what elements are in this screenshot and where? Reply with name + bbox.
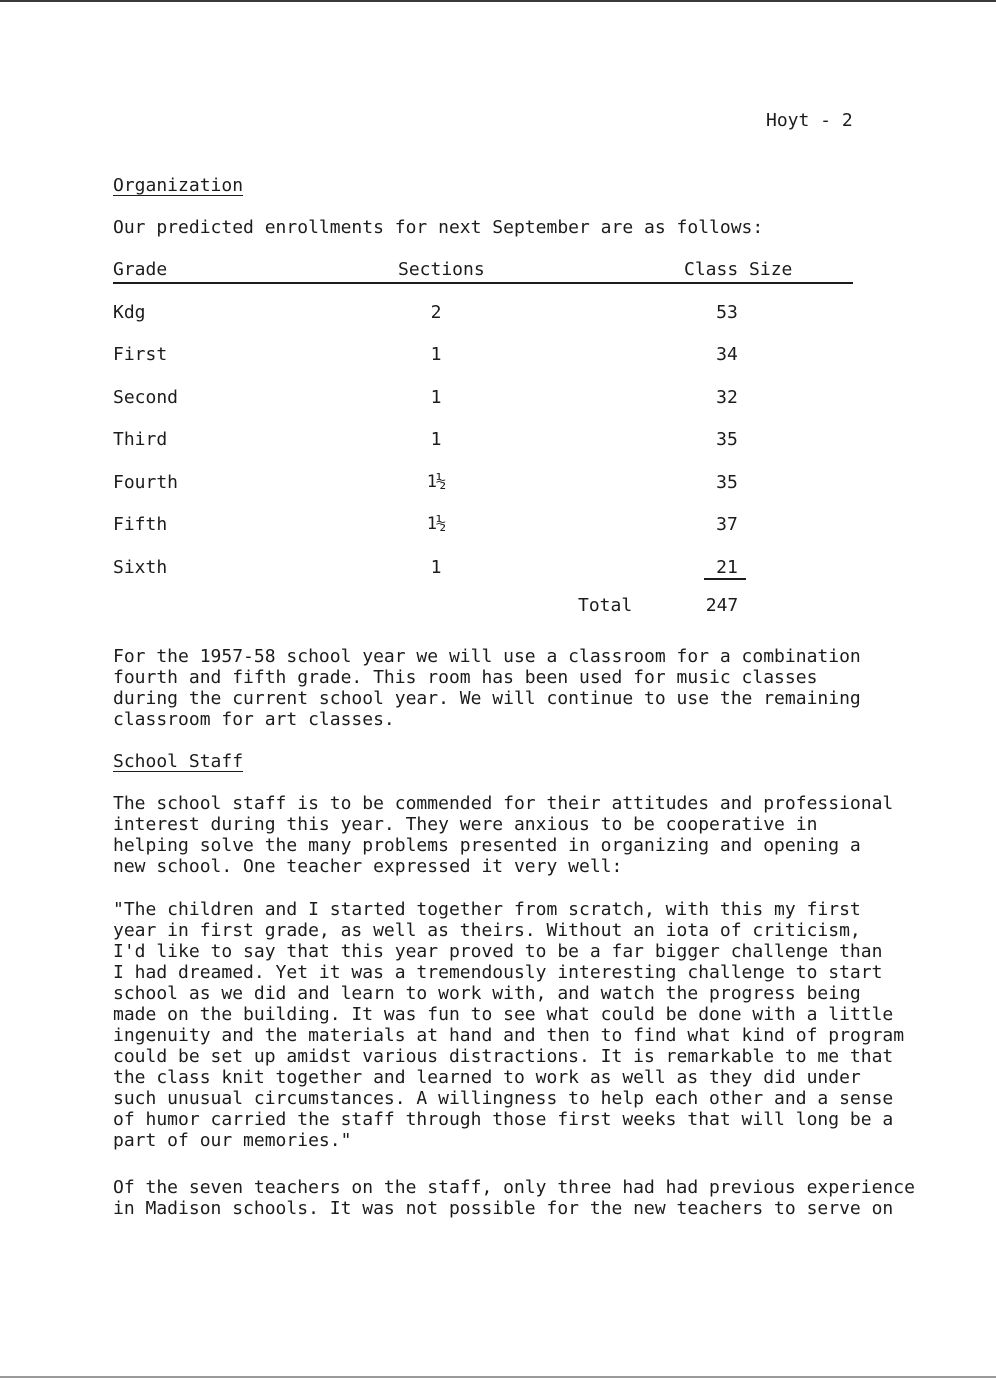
total-label: Total — [578, 595, 633, 616]
class-size-cell: 35 — [716, 472, 738, 493]
teacher-quote-line: part of our memories." — [113, 1130, 352, 1151]
organization-paragraph-line: fourth and fifth grade. This room has been used for music classes — [113, 667, 818, 688]
teacher-quote-line: made on the building. It was fun to see what could be done with a little — [113, 1004, 894, 1025]
teacher-quote-line: of humor carried the staff through those first weeks that will long be a — [113, 1109, 894, 1130]
grade-cell: Second — [113, 387, 179, 408]
teacher-quote-line: such unusual circumstances. A willingness to help each other and a sense — [113, 1088, 894, 1109]
column-header-sections: Sections — [398, 259, 485, 280]
closing-paragraph-line: Of the seven teachers on the staff, only three had had previous experience — [113, 1177, 915, 1198]
class-size-cell: 37 — [716, 514, 738, 535]
page-header-code: Hoyt - 2 — [766, 110, 853, 131]
scan-top-edge — [0, 0, 996, 2]
sections-cell: 2 — [430, 302, 442, 323]
staff-paragraph-line: new school. One teacher expressed it very well: — [113, 856, 623, 877]
total-sum-rule — [704, 578, 746, 580]
organization-heading: Organization — [113, 175, 244, 196]
teacher-quote-line: I'd like to say that this year proved to be a far bigger challenge than — [113, 941, 883, 962]
sections-cell: 1½ — [426, 472, 446, 492]
staff-paragraph-line: interest during this year. They were anxious to be cooperative in — [113, 814, 818, 835]
sections-cell: 1½ — [426, 514, 446, 534]
teacher-quote-line: could be set up amidst various distractions. It is remarkable to me that — [113, 1046, 894, 1067]
organization-intro: Our predicted enrollments for next September are as follows: — [113, 217, 764, 238]
class-size-cell: 34 — [716, 344, 738, 365]
closing-paragraph-line: in Madison schools. It was not possible for the new teachers to serve on — [113, 1198, 894, 1219]
grade-cell: Fifth — [113, 514, 168, 535]
school-staff-heading: School Staff — [113, 751, 244, 772]
table-header-rule — [113, 282, 853, 284]
class-size-cell: 21 — [716, 557, 738, 578]
column-header-class-size: Class Size — [684, 259, 793, 280]
total-value: 247 — [705, 595, 739, 616]
sections-cell: 1 — [430, 557, 442, 578]
staff-paragraph-line: helping solve the many problems presented in organizing and opening a — [113, 835, 861, 856]
grade-cell: Fourth — [113, 472, 179, 493]
grade-cell: Third — [113, 429, 168, 450]
teacher-quote-line: I had dreamed. Yet it was a tremendously interesting challenge to start — [113, 962, 883, 983]
class-size-cell: 35 — [716, 429, 738, 450]
teacher-quote-line: "The children and I started together from scratch, with this my first — [113, 899, 861, 920]
sections-cell: 1 — [430, 387, 442, 408]
teacher-quote-line: year in first grade, as well as theirs. Without an iota of criticism, — [113, 920, 861, 941]
teacher-quote-line: school as we did and learn to work with, and watch the progress being — [113, 983, 861, 1004]
sections-cell: 1 — [430, 429, 442, 450]
organization-paragraph-line: classroom for art classes. — [113, 709, 395, 730]
class-size-cell: 32 — [716, 387, 738, 408]
staff-paragraph-line: The school staff is to be commended for their attitudes and professional — [113, 793, 894, 814]
class-size-cell: 53 — [716, 302, 738, 323]
organization-paragraph-line: For the 1957-58 school year we will use a classroom for a combination — [113, 646, 861, 667]
sections-cell: 1 — [430, 344, 442, 365]
teacher-quote-line: the class knit together and learned to work as well as they did under — [113, 1067, 861, 1088]
grade-cell: First — [113, 344, 168, 365]
grade-cell: Kdg — [113, 302, 146, 323]
scan-bottom-edge — [0, 1376, 996, 1378]
organization-paragraph-line: during the current school year. We will continue to use the remaining — [113, 688, 861, 709]
column-header-grade: Grade — [113, 259, 168, 280]
teacher-quote-line: ingenuity and the materials at hand and then to find what kind of program — [113, 1025, 905, 1046]
grade-cell: Sixth — [113, 557, 168, 578]
